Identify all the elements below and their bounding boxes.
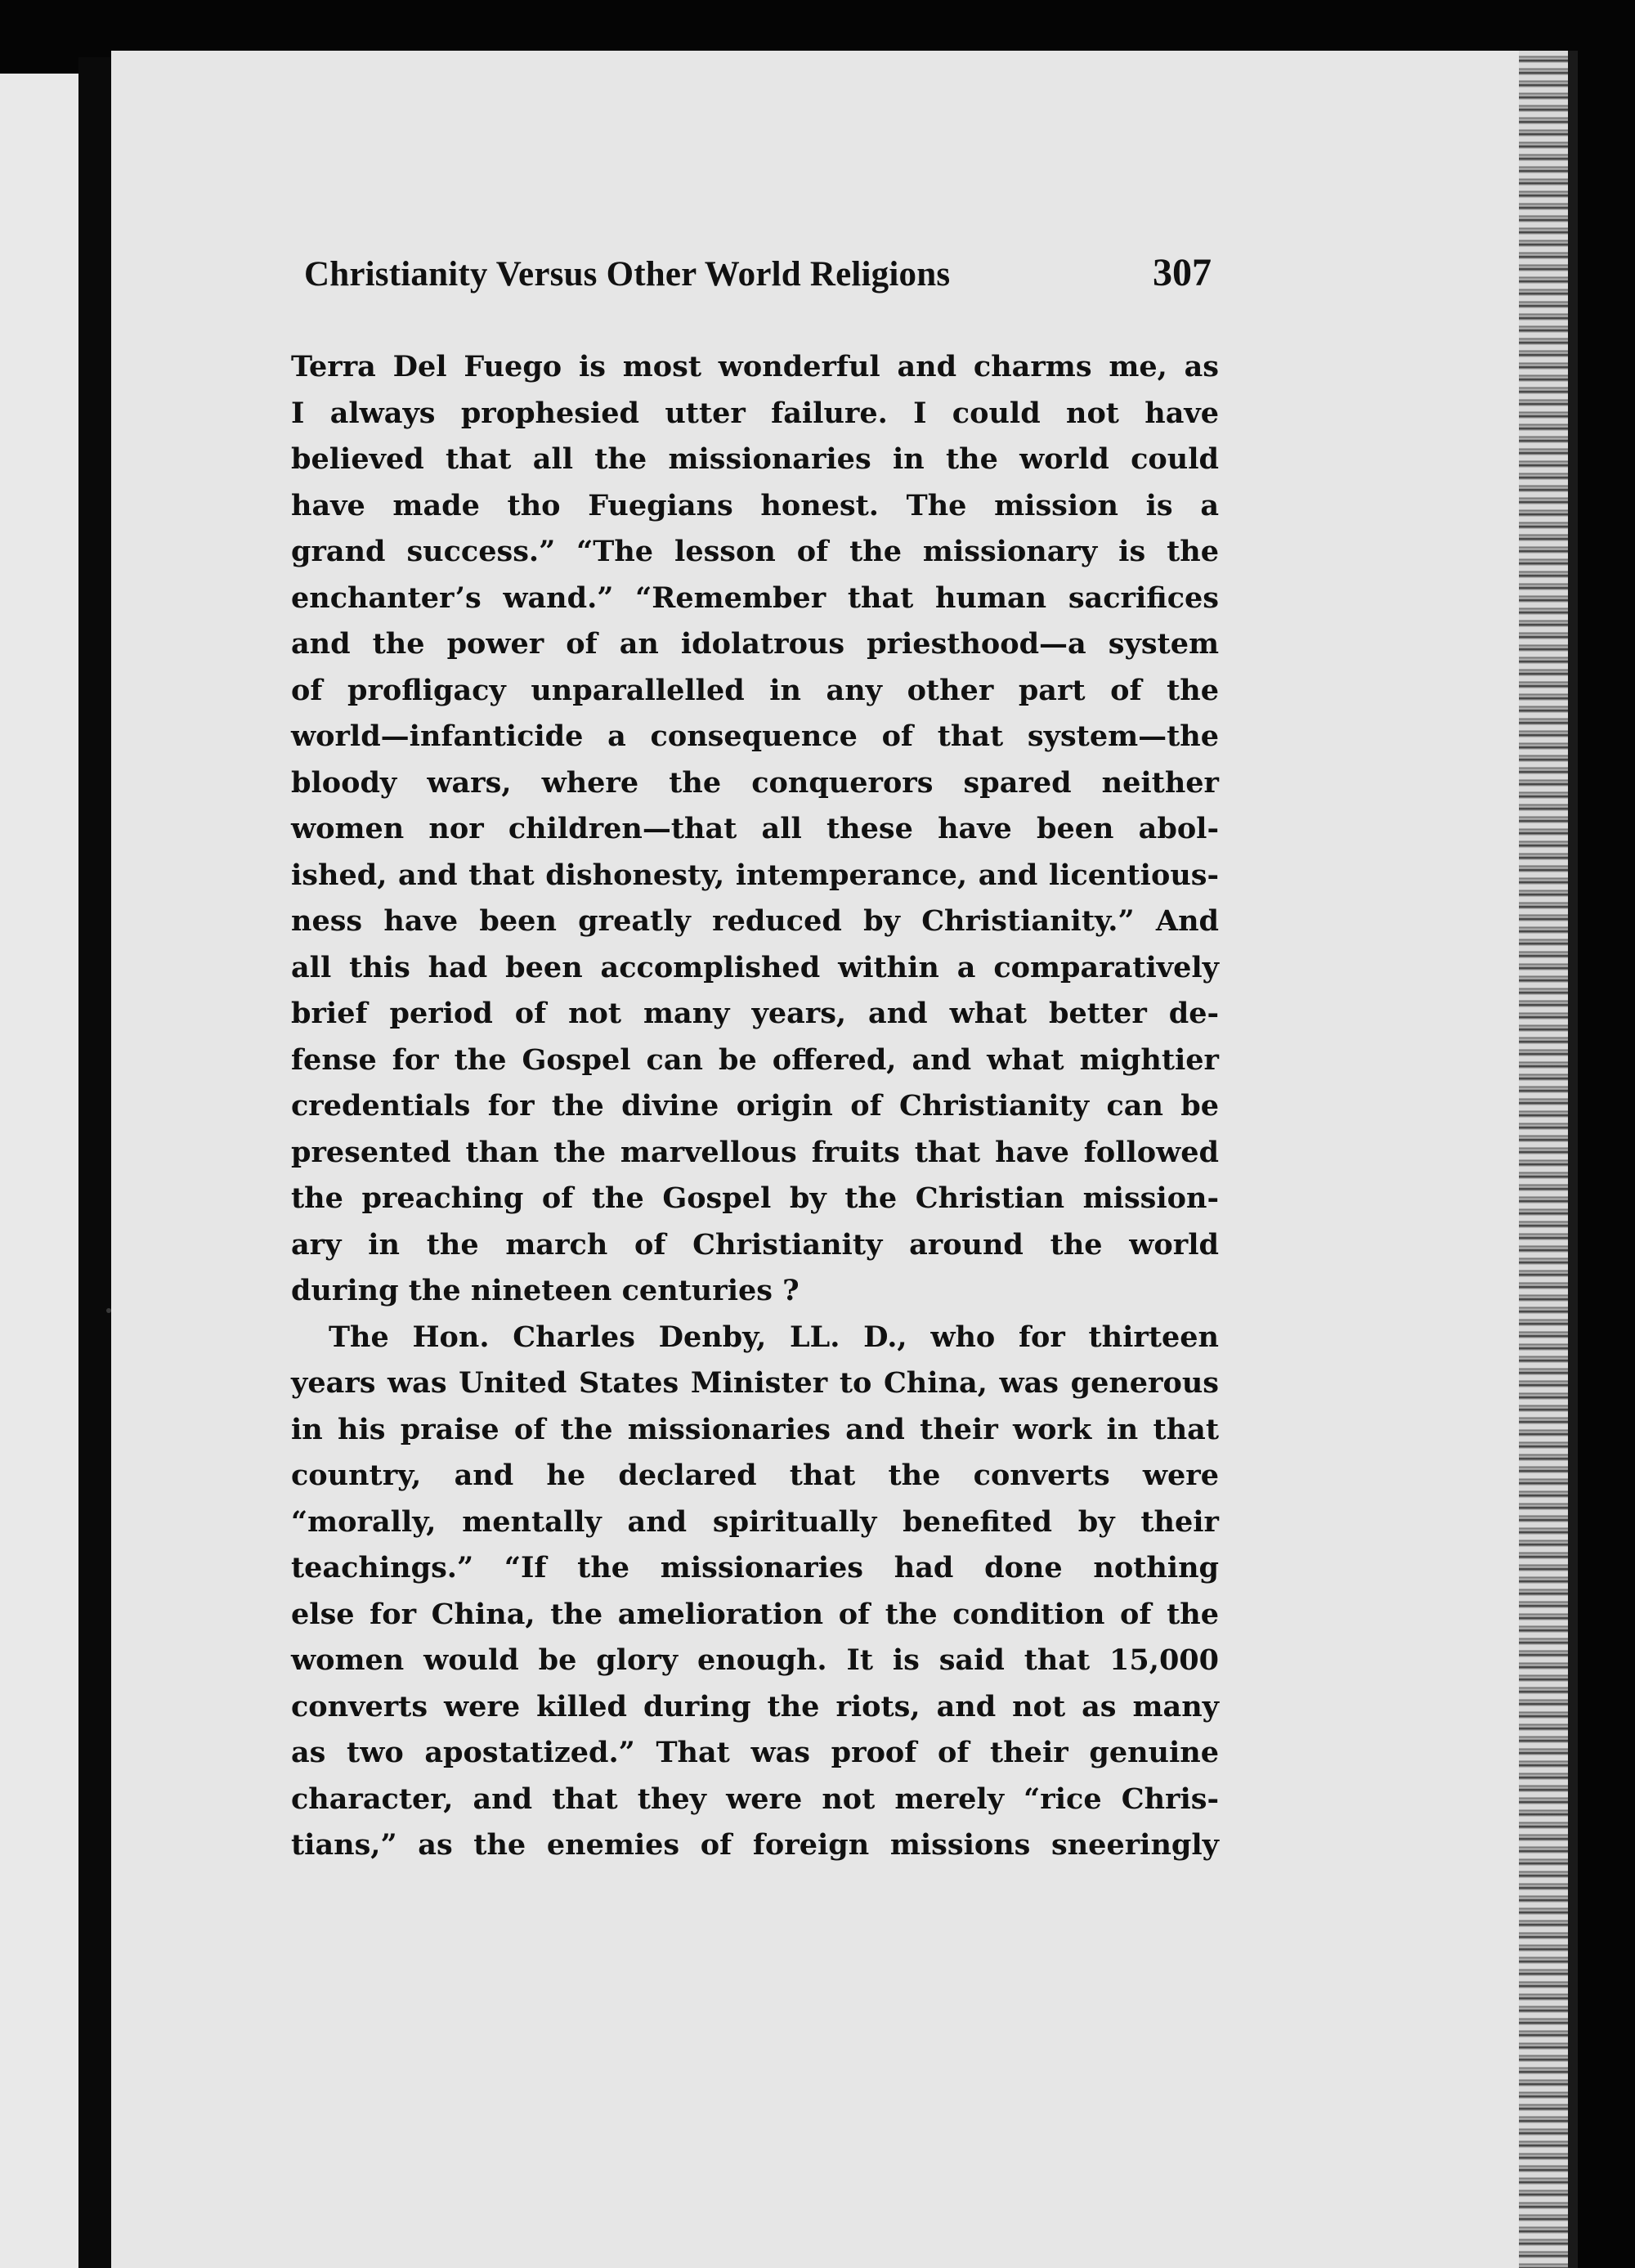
text-line: Terra Del Fuego is most wonderful and charms me, as bbox=[291, 350, 1219, 383]
text-line: ished, and that dishonesty, intemperance, and licentious- bbox=[291, 858, 1219, 892]
text-line: women nor children—that all these have been abol- bbox=[291, 812, 1219, 845]
running-header bbox=[304, 250, 1212, 324]
text-line: years was United States Minister to China, was generous bbox=[291, 1366, 1219, 1400]
paragraph-end-line: during the nineteen centuries ? bbox=[291, 1274, 800, 1307]
text-line: the preaching of the Gospel by the Christian mission- bbox=[291, 1181, 1219, 1215]
page-number: 307 bbox=[1153, 251, 1212, 294]
book-gutter bbox=[78, 57, 111, 2268]
text-line: world—infanticide a consequence of that system—the bbox=[291, 719, 1219, 753]
previous-page-edge bbox=[0, 74, 78, 2268]
page-block-edge bbox=[1519, 51, 1568, 2268]
text-line: women would be glory enough. It is said that 15,000 bbox=[291, 1643, 1219, 1677]
page-body-text bbox=[291, 344, 1219, 1869]
text-line: and the power of an idolatrous priesthood—a system bbox=[291, 627, 1219, 661]
text-line: of profligacy unparallelled in any other part of the bbox=[291, 673, 1219, 707]
text-line: believed that all the missionaries in the world could bbox=[291, 442, 1219, 476]
text-line: converts were killed during the riots, and not as many bbox=[291, 1689, 1219, 1723]
text-line: country, and he declared that the converts were bbox=[291, 1459, 1219, 1492]
text-line: enchanter’s wand.” “Remember that human sacrifices bbox=[291, 580, 1219, 615]
text-line: character, and that they were not merely “rice Chris- bbox=[291, 1782, 1219, 1816]
text-line: fense for the Gospel can be offered, and what mightier bbox=[291, 1042, 1219, 1077]
text-line: bloody wars, where the conquerors spared neither bbox=[291, 765, 1219, 800]
text-line: in his praise of the missionaries and their work in that bbox=[291, 1412, 1219, 1446]
paragraph-first-line: The Hon. Charles Denby, LL. D., who for thirteen bbox=[329, 1320, 1219, 1354]
text-line: else for China, the amelioration of the condition of the bbox=[291, 1597, 1219, 1631]
text-line: have made tho Fuegians honest. The mission is a bbox=[291, 488, 1219, 522]
text-line: ness have been greatly reduced by Christianity.” And bbox=[291, 904, 1219, 938]
text-line: I always prophesied utter failure. I could not have bbox=[291, 396, 1219, 430]
text-line: all this had been accomplished within a comparatively bbox=[291, 950, 1219, 984]
text-line: grand success.” “The lesson of the missionary is the bbox=[291, 535, 1219, 568]
page-block-shadow bbox=[1568, 51, 1578, 2268]
text-line: credentials for the divine origin of Christianity can be bbox=[291, 1089, 1219, 1123]
text-line: tians,” as the enemies of foreign missions sneeringly bbox=[291, 1828, 1219, 1862]
running-title: Christianity Versus Other World Religions bbox=[304, 255, 951, 294]
text-line: as two apostatized.” That was proof of their genuine bbox=[291, 1736, 1219, 1769]
scan-speck bbox=[106, 1308, 111, 1313]
text-line: teachings.” “If the missionaries had done nothing bbox=[291, 1551, 1219, 1584]
text-line: ary in the march of Christianity around the world bbox=[291, 1227, 1219, 1262]
text-line: presented than the marvellous fruits that have followed bbox=[291, 1135, 1219, 1169]
text-line: “morally, mentally and spiritually benefited by their bbox=[291, 1504, 1219, 1539]
text-line: brief period of not many years, and what better de- bbox=[291, 997, 1219, 1030]
